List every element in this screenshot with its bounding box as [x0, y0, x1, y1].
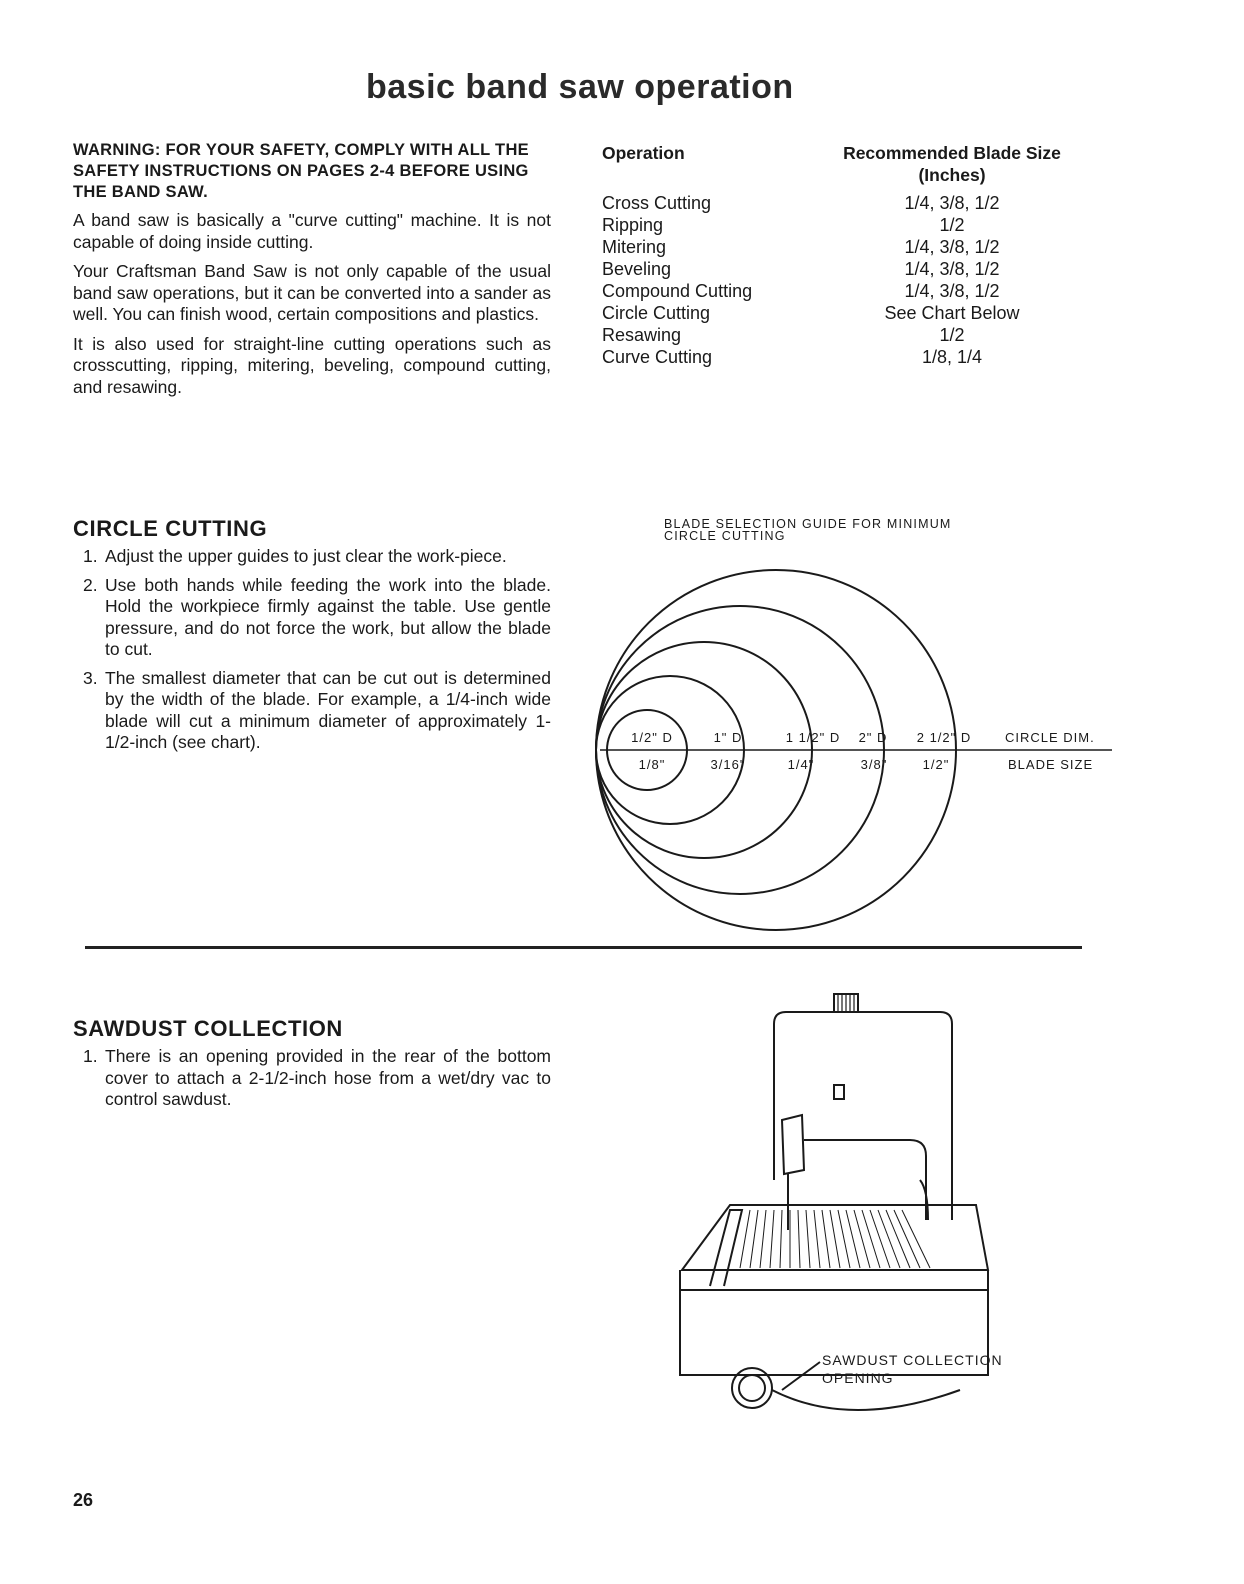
blade-label: 1/8" [638, 757, 666, 772]
operation-cell: Curve Cutting [602, 347, 713, 367]
blade-label: 3/16" [710, 757, 746, 772]
blade-size-cell: 1/4, 3/8, 1/2 [904, 281, 1000, 301]
blade-size-cell: 1/4, 3/8, 1/2 [904, 193, 1000, 213]
intro-section [73, 140, 551, 406]
blade-label: 1/2" [922, 757, 950, 772]
blade-size-cell: 1/4, 3/8, 1/2 [904, 259, 1000, 279]
blade-size-table [602, 142, 1092, 368]
table-row [602, 302, 1092, 324]
list-item: 1. Adjust the upper guides to just clear the work-piece. [83, 546, 507, 566]
blade-label: 3/8" [860, 757, 888, 772]
operation-cell: Circle Cutting [602, 303, 711, 323]
circle-cutting-steps [73, 546, 551, 754]
blade-selection-diagram [590, 560, 1130, 940]
operation-cell: Mitering [602, 237, 667, 257]
band-saw-illustration [670, 990, 1050, 1430]
callout-line2: OPENING [822, 1370, 894, 1386]
intro-paragraph: It is also used for straight-line cutting operations such as crosscutting, ripping, mitering, beveling, compound cutting, and resawing. [73, 333, 551, 397]
dim-label: 2" D [858, 730, 888, 745]
page-number: 26 [73, 1490, 94, 1510]
circle-cutting-heading: CIRCLE CUTTING [73, 516, 268, 541]
table-row [602, 214, 1092, 236]
operation-cell: Beveling [602, 259, 672, 279]
blade-size-cell: See Chart Below [884, 303, 1020, 323]
dim-label: 2 1/2" D [916, 730, 972, 745]
operation-cell: Ripping [602, 215, 664, 235]
circle-cutting-section [73, 516, 551, 761]
operation-cell: Resawing [602, 325, 682, 345]
intro-paragraph: Your Craftsman Band Saw is not only capable of the usual band saw operations, but it can be converted into a sander as well. You can finish wood, certain compositions and plastics. [73, 261, 551, 324]
table-row [602, 346, 1092, 368]
sawdust-steps [73, 1046, 551, 1111]
table-header-operation: Operation [602, 143, 685, 163]
sawdust-section [73, 1016, 551, 1118]
table-header-units: (Inches) [918, 165, 986, 185]
dim-label: 1" D [713, 730, 743, 745]
table-body [602, 192, 1092, 368]
dim-label: 1 1/2" D [785, 730, 841, 745]
table-row [602, 192, 1092, 214]
safety-warning: WARNING: FOR YOUR SAFETY, COMPLY WITH ALL THE SAFETY INSTRUCTIONS ON PAGES 2-4 BEFORE USING THE BAND SAW. [73, 141, 529, 201]
table-row [602, 258, 1092, 280]
list-item: 2. Use both hands while feeding the work into the blade. Hold the workpiece firmly against the table. Use gentle pressure, and do not force the work, but allow the blade to cut. [83, 574, 551, 659]
blade-size-cell: 1/2 [939, 325, 965, 345]
operation-cell: Cross Cutting [602, 193, 712, 213]
circle-dim-label: CIRCLE DIM. [1005, 730, 1095, 745]
blade-size-label: BLADE SIZE [1008, 757, 1094, 772]
sawdust-heading: SAWDUST COLLECTION [73, 1016, 343, 1041]
dim-label: 1/2" D [631, 730, 673, 745]
blade-label: 1/4" [787, 757, 815, 772]
intro-paragraph: A band saw is basically a "curve cutting" machine. It is not capable of doing inside cutting. [73, 210, 551, 252]
table-row [602, 324, 1092, 346]
table-header-blade-size: Recommended Blade Size [843, 143, 1061, 163]
list-item: 3. The smallest diameter that can be cut out is determined by the width of the blade. For example, a 1/4-inch wide blade will cut a minimum diameter of approximately 1-1/2-inch (see chart). [83, 667, 551, 752]
blade-size-cell: 1/2 [939, 215, 965, 235]
latch [834, 1085, 844, 1099]
page-title: basic band saw operation [366, 68, 794, 106]
blade-size-cell: 1/8, 1/4 [921, 347, 983, 367]
table-row [602, 280, 1092, 302]
table-row [602, 236, 1092, 258]
section-divider [85, 946, 1082, 949]
blade-size-cell: 1/4, 3/8, 1/2 [904, 237, 1000, 257]
list-item: 1. There is an opening provided in the rear of the bottom cover to attach a 2-1/2-inch hose from a wet/dry vac to control sawdust. [83, 1046, 551, 1109]
callout-line1: SAWDUST COLLECTION [822, 1352, 1003, 1368]
operation-cell: Compound Cutting [602, 281, 753, 301]
diagram-caption: BLADE SELECTION GUIDE FOR MINIMUM CIRCLE CUTTING [664, 517, 952, 543]
